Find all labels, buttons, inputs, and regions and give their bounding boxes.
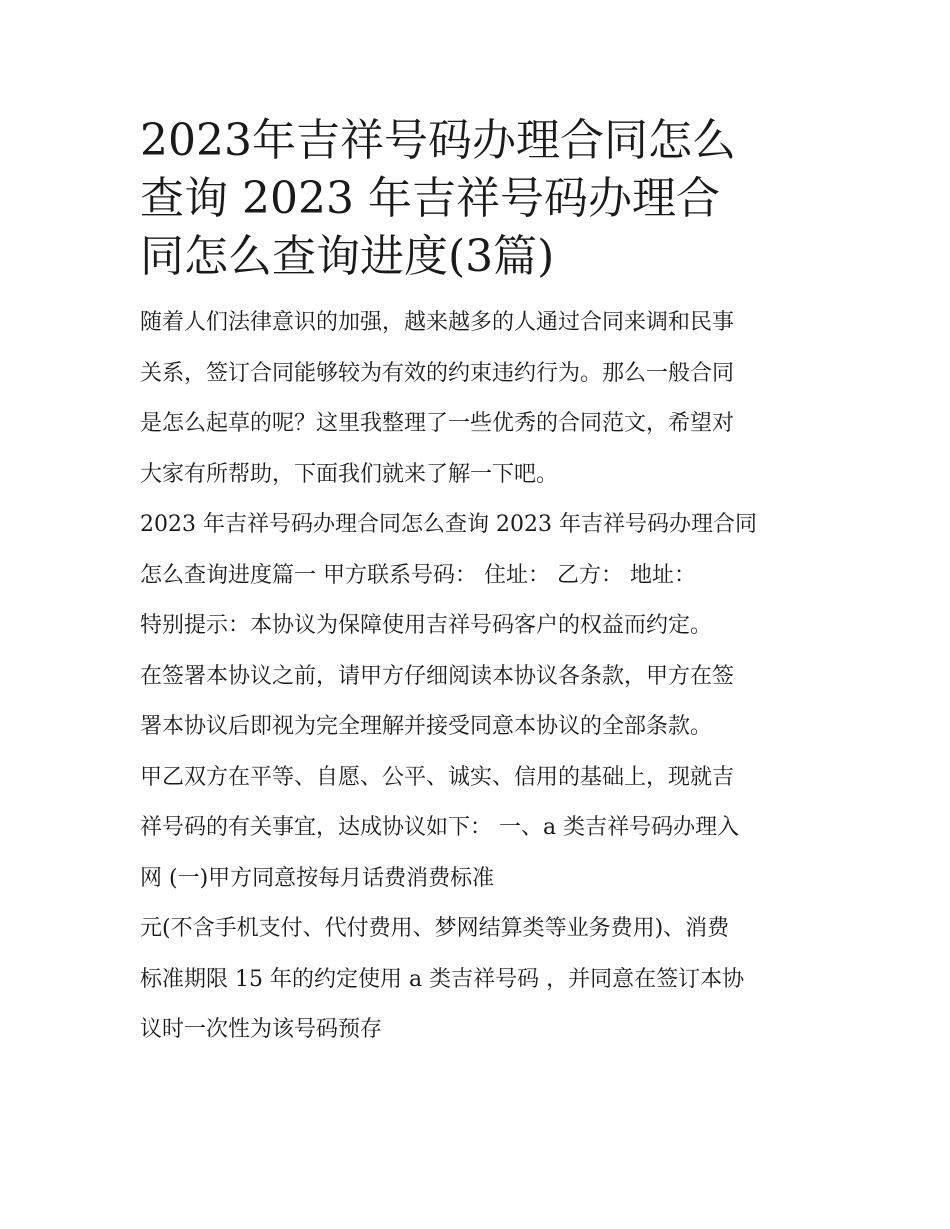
text-line: 署本协议后即视为完全理解并接受同意本协议的全部条款。 — [140, 714, 713, 739]
title-line: 2023年吉祥号码办理合同怎么 — [140, 115, 736, 166]
text-line: 标准期限 15 年的约定使用 a 类吉祥号码 ，并同意在签订本协 — [140, 966, 745, 992]
text-line: 元(不含手机支付、代付费用、梦网结算类等业务费用)、消费 — [140, 916, 730, 941]
text-line: 大家有所帮助，下面我们就来了解一下吧。 — [140, 461, 559, 487]
contract-header-paragraph — [140, 500, 820, 652]
notice-paragraph — [140, 652, 820, 753]
text-line: 特别提示：本协议为保障使用吉祥号码客户的权益而约定。 — [140, 613, 713, 638]
text-line: 怎么查询进度篇一 甲方联系号码： 住址： 乙方： 地址： — [140, 562, 696, 588]
document-title — [140, 112, 820, 286]
agreement-paragraph — [140, 753, 820, 905]
text-line: 甲乙双方在平等、自愿、公平、诚实、信用的基础上，现就吉 — [140, 764, 735, 790]
text-line: 随着人们法律意识的加强，越来越多的人通过合同来调和民事 — [140, 310, 735, 335]
title-line: 同怎么查询进度(3篇) — [140, 231, 555, 282]
document-body — [140, 298, 820, 1056]
text-line: 关系，签订合同能够较为有效的约束违约行为。那么一般合同 — [140, 360, 735, 386]
text-line: 2023 年吉祥号码办理合同怎么查询 2023 年吉祥号码办理合同 — [140, 512, 757, 537]
text-line: 是怎么起草的呢？这里我整理了一些优秀的合同范文，希望对 — [140, 411, 735, 436]
text-line: 网 (一)甲方同意按每月话费消费标准 — [140, 865, 495, 891]
title-line: 查询 2023 年吉祥号码办理合 — [140, 173, 720, 224]
text-line: 在签署本协议之前，请甲方仔细阅读本协议各条款，甲方在签 — [140, 663, 735, 689]
intro-paragraph — [140, 298, 820, 500]
text-line: 祥号码的有关事宜，达成协议如下： 一、a 类吉祥号码办理入 — [140, 815, 740, 840]
text-line: 议时一次性为该号码预存 — [140, 1017, 383, 1042]
document-page — [140, 112, 820, 1056]
terms-paragraph — [140, 904, 820, 1056]
